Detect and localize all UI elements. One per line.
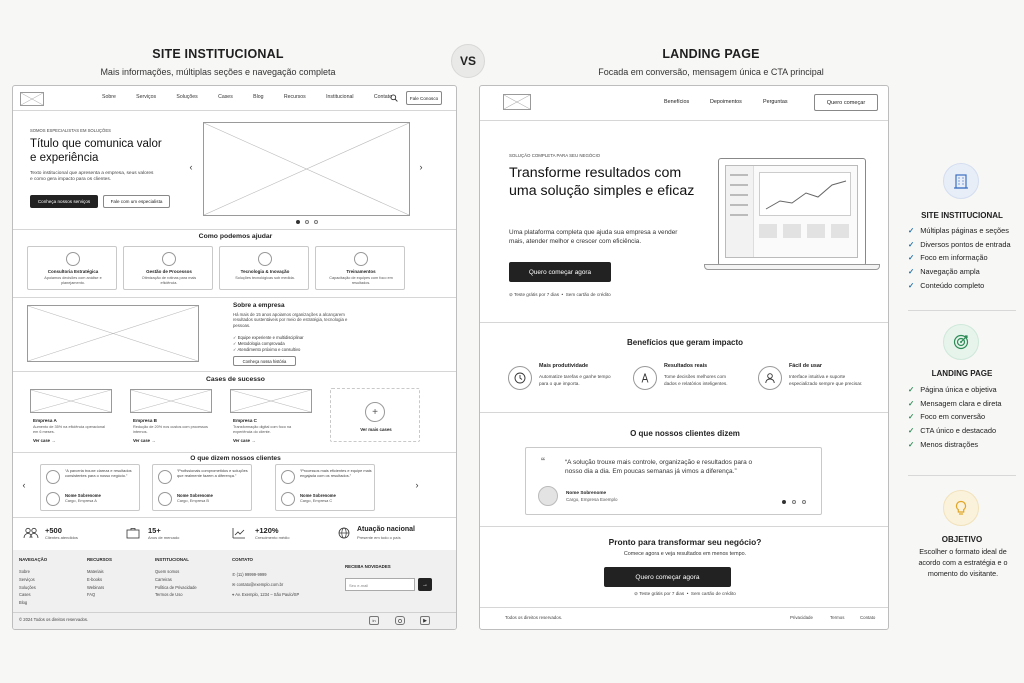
site-nav-solucoes[interactable]: Soluções bbox=[176, 94, 198, 100]
site-nav-cases[interactable]: Cases bbox=[218, 94, 233, 100]
service-name: Tecnologia & Inovação bbox=[240, 269, 290, 274]
no-card-note: Sem cartão de crédito bbox=[565, 292, 611, 297]
case-link[interactable]: Ver case → bbox=[133, 438, 156, 443]
vs-badge: VS bbox=[451, 44, 485, 78]
service-icon bbox=[258, 252, 272, 266]
footer-col-title: NAVEGAÇÃO bbox=[19, 557, 48, 562]
footer-link[interactable]: Carreiras bbox=[155, 576, 172, 582]
mail-icon: ✉ bbox=[232, 582, 237, 587]
landing-hero-cta-button[interactable]: Quero começar agora bbox=[509, 262, 611, 282]
check-icon: ✓ bbox=[908, 253, 915, 263]
testimonial-quote: “Processos mais eficientes e equipe mais engajada com os resultados.” bbox=[300, 468, 372, 478]
landing-nav-perguntas[interactable]: Perguntas bbox=[763, 99, 788, 105]
site-hero-eyebrow: SOMOS ESPECIALISTAS EM SOLUÇÕES bbox=[30, 128, 111, 133]
check-icon: ✓ bbox=[908, 267, 915, 277]
panel-landing-title: LANDING PAGE bbox=[931, 369, 993, 378]
footer-link-termos[interactable]: Termos bbox=[830, 615, 845, 620]
divider bbox=[480, 120, 889, 121]
landing-nav-beneficios[interactable]: Benefícios bbox=[664, 99, 690, 105]
chevron-left-icon[interactable]: ‹ bbox=[22, 480, 26, 490]
testimonial-role: Cargo, Empresa C bbox=[300, 498, 333, 503]
panel-divider bbox=[908, 310, 1016, 311]
avatar bbox=[281, 492, 295, 506]
divider bbox=[13, 297, 457, 298]
site-nav-blog[interactable]: Blog bbox=[253, 94, 264, 100]
user-icon bbox=[758, 366, 782, 390]
panel-landing-list bbox=[908, 383, 1002, 451]
carousel-dot[interactable] bbox=[792, 500, 796, 504]
check-icon: ✓ bbox=[908, 385, 915, 395]
check-icon: ✓ bbox=[908, 426, 915, 436]
check-circle-icon: ⊘ bbox=[509, 292, 515, 297]
panel-landing-item-text: Menos distrações bbox=[920, 439, 979, 449]
site-logo-placeholder bbox=[20, 92, 44, 106]
site-hero-primary-button[interactable]: Conheça nossos serviços bbox=[30, 195, 98, 208]
stat-value: +500 bbox=[45, 526, 62, 535]
footer-phone bbox=[232, 570, 299, 580]
carousel-dot[interactable] bbox=[305, 220, 309, 224]
check-icon: ✓ bbox=[908, 239, 915, 249]
phone-icon: ✆ bbox=[232, 572, 237, 577]
panel-site-item bbox=[908, 224, 1011, 238]
case-desc: Transformação digital com foco na experiência do cliente. bbox=[233, 425, 292, 434]
panel-landing-item bbox=[908, 410, 1002, 424]
site-copyright: © 2024 Todos os direitos reservados. bbox=[19, 617, 89, 622]
dashboard-card bbox=[831, 224, 849, 238]
newsletter-email-input[interactable]: Seu e-mail bbox=[345, 578, 415, 591]
avatar bbox=[158, 470, 172, 484]
footer-address bbox=[232, 590, 299, 600]
site-wireframe bbox=[12, 85, 457, 630]
benefit-desc: Tome decisões melhores com dados e relatórios inteligentes. bbox=[664, 374, 728, 386]
landing-nav-depoimentos[interactable]: Depoimentos bbox=[710, 99, 742, 105]
service-name: Gestão de Processos bbox=[146, 269, 192, 274]
site-nav-contato[interactable]: Contato bbox=[373, 94, 392, 100]
chevron-right-icon[interactable]: › bbox=[415, 480, 419, 490]
site-nav-servicos[interactable]: Serviços bbox=[136, 94, 157, 100]
divider bbox=[480, 322, 889, 323]
check-circle-icon: ⊘ bbox=[634, 591, 640, 596]
avatar bbox=[46, 470, 60, 484]
footer-link[interactable]: Materiais bbox=[87, 569, 104, 574]
chevron-left-icon[interactable]: ‹ bbox=[189, 162, 193, 172]
lightbulb-icon bbox=[943, 490, 979, 526]
about-bullet: ✓ Equipe experiente e multidisciplinar bbox=[233, 335, 304, 340]
service-desc: Capacitação de equipes com foco em resultados. bbox=[329, 276, 393, 285]
case-image-placeholder bbox=[130, 389, 212, 413]
service-icon bbox=[66, 252, 80, 266]
trial-note: Teste grátis por 7 dias bbox=[514, 292, 559, 297]
benefits-title: Benefícios que geram impacto bbox=[626, 338, 744, 347]
testimonial-quote: “Profissionais comprometidos e soluções que realmente fazem a diferença.” bbox=[177, 468, 248, 478]
laptop-base bbox=[704, 264, 880, 270]
panel-site-item-text: Navegação ampla bbox=[920, 267, 980, 277]
testimonial-card bbox=[275, 464, 375, 511]
about-bullet: ✓ Metodologia comprovada bbox=[233, 341, 285, 346]
footer-link-privacidade[interactable]: Privacidade bbox=[790, 615, 813, 620]
check-icon: ✓ bbox=[908, 280, 915, 290]
footer-link[interactable]: Termos de Uso bbox=[155, 592, 183, 598]
landing-testimonials-title: O que nossos clientes dizem bbox=[630, 429, 740, 438]
panel-landing-item bbox=[908, 383, 1002, 397]
newsletter-submit-button[interactable] bbox=[418, 578, 432, 591]
testimonial-card bbox=[40, 464, 140, 511]
clock-icon bbox=[508, 366, 532, 390]
footer-col-title: INSTITUCIONAL bbox=[155, 557, 189, 562]
panel-objective-title: OBJETIVO bbox=[941, 535, 983, 544]
site-hero-text: Texto institucional que apresenta a empresa, seus valores e como gera impacto para os clientes. bbox=[30, 171, 154, 182]
check-icon: ✓ bbox=[908, 398, 915, 408]
landing-testimonial-name: Nome Sobrenome bbox=[566, 490, 607, 495]
about-bullet-text: Atendimento próximo e consultivo bbox=[237, 347, 301, 352]
panel-landing-item-text: Foco em conversão bbox=[920, 412, 986, 422]
avatar bbox=[158, 492, 172, 506]
panel-site-item bbox=[908, 251, 1011, 265]
footer-phone-text: (11) 99999-9999 bbox=[236, 572, 267, 577]
linkedin-icon[interactable]: in bbox=[369, 616, 379, 625]
final-cta-notes: ⊘ Teste grátis por 7 dias • Sem cartão de crédito bbox=[634, 591, 736, 596]
landing-hero-eyebrow: SOLUÇÃO COMPLETA PARA SEU NEGÓCIO bbox=[509, 153, 601, 158]
site-heading-title: SITE INSTITUCIONAL bbox=[152, 47, 284, 61]
dashboard-card bbox=[807, 224, 825, 238]
more-cases-label: Ver mais cases bbox=[360, 427, 392, 432]
site-nav-sobre[interactable]: Sobre bbox=[102, 94, 116, 100]
divider bbox=[13, 229, 457, 230]
panel-landing-item-text: Página única e objetiva bbox=[920, 385, 997, 395]
case-image-placeholder bbox=[30, 389, 112, 413]
site-nav-institucional[interactable]: Institucional bbox=[326, 94, 354, 100]
panel-site-item bbox=[908, 238, 1011, 252]
stat-value: +120% bbox=[255, 526, 279, 535]
divider bbox=[13, 452, 457, 453]
check-icon: ✓ bbox=[908, 439, 915, 449]
panel-divider bbox=[908, 475, 1016, 476]
footer-link[interactable]: Webinars bbox=[87, 584, 105, 590]
site-heading-subtitle: Mais informações, múltiplas seções e navegação completa bbox=[100, 67, 336, 77]
divider bbox=[480, 412, 889, 413]
chart-icon bbox=[231, 526, 247, 540]
footer-col-title: CONTATO bbox=[232, 557, 253, 562]
service-card[interactable] bbox=[219, 246, 309, 290]
footer-link-contato[interactable]: Contato bbox=[860, 615, 876, 620]
arrow-right-icon: → bbox=[422, 581, 428, 588]
case-image-placeholder bbox=[230, 389, 312, 413]
footer-link[interactable]: Quem somos bbox=[155, 569, 180, 574]
footer-link[interactable]: FAQ bbox=[87, 592, 96, 598]
stat-label: Crescimento médio bbox=[255, 535, 290, 540]
no-card-note: Sem cartão de crédito bbox=[690, 591, 736, 596]
site-heading bbox=[40, 47, 396, 77]
about-title: Sobre a empresa bbox=[233, 302, 285, 309]
dashboard-chart bbox=[759, 172, 851, 216]
panel-landing-item-text: CTA único e destacado bbox=[920, 426, 997, 436]
testimonial-card bbox=[152, 464, 252, 511]
panel-landing-item bbox=[908, 397, 1002, 411]
stat-value: Atuação nacional bbox=[357, 526, 415, 533]
panel-site-item-text: Conteúdo completo bbox=[920, 280, 985, 290]
landing-wireframe bbox=[479, 85, 889, 630]
more-cases-card[interactable] bbox=[330, 388, 420, 442]
case-name: Empresa A bbox=[33, 418, 57, 423]
service-name: Consultoria Estratégica bbox=[47, 269, 99, 274]
site-services-title: Como podemos ajudar bbox=[198, 233, 273, 240]
about-button[interactable]: Conheça nossa história bbox=[233, 356, 296, 366]
building-icon bbox=[943, 163, 979, 199]
about-text: Há mais de 15 anos apoiamos organizações a alcançarem resultados sustentáveis por meio de estratégia, tecnologia e pessoas. bbox=[233, 312, 348, 328]
footer-address-text: Av. Exemplo, 1234 – São Paulo/SP bbox=[235, 592, 300, 597]
briefcase-icon bbox=[125, 526, 141, 540]
check-icon: ✓ bbox=[908, 226, 915, 236]
footer-link[interactable]: Política de Privacidade bbox=[155, 584, 197, 590]
case-link[interactable]: Ver case → bbox=[233, 438, 256, 443]
footer-link[interactable]: Serviços bbox=[19, 576, 35, 582]
target-icon bbox=[943, 324, 979, 360]
about-image-placeholder bbox=[27, 305, 199, 362]
case-desc: Aumento de 35% na eficiência operacional em 6 meses. bbox=[33, 425, 105, 434]
panel-site-item-text: Múltiplas páginas e seções bbox=[920, 226, 1009, 236]
testimonial-role: Cargo, Empresa B bbox=[177, 498, 210, 503]
service-desc: Otimização de rotinas para mais eficiência. bbox=[141, 276, 197, 285]
divider bbox=[480, 607, 889, 608]
final-cta-text: Comece agora e veja resultados em menos tempo. bbox=[623, 551, 747, 557]
quote-icon: “ bbox=[541, 455, 545, 469]
footer-link[interactable]: Sobre bbox=[19, 569, 30, 574]
panel-site-item-text: Diversos pontos de entrada bbox=[920, 239, 1011, 249]
panel-landing-item-text: Mensagem clara e direta bbox=[920, 398, 1002, 408]
footer-email-text: contato@exemplo.com.br bbox=[236, 582, 284, 587]
youtube-icon[interactable]: ▶ bbox=[420, 616, 430, 625]
instagram-icon[interactable] bbox=[395, 616, 405, 625]
dashboard-sidebar bbox=[726, 166, 754, 257]
carousel-dot[interactable] bbox=[296, 220, 300, 224]
testimonial-role: Cargo, Empresa A bbox=[65, 498, 97, 503]
avatar bbox=[46, 492, 60, 506]
site-hero-image-placeholder bbox=[203, 122, 410, 216]
footer-col-title: RECURSOS bbox=[87, 557, 112, 562]
panel-landing-item bbox=[908, 424, 1002, 438]
chevron-right-icon[interactable]: › bbox=[419, 162, 423, 172]
testimonial-quote: “A parceria trouxe clareza e resultados consistentes para o nosso negócio.” bbox=[65, 468, 132, 478]
service-name: Treinamentos bbox=[346, 269, 376, 274]
avatar bbox=[538, 486, 558, 506]
trial-note: Teste grátis por 7 dias bbox=[639, 591, 685, 596]
carousel-dot[interactable] bbox=[802, 500, 806, 504]
service-card[interactable] bbox=[315, 246, 405, 290]
benefit-desc: Automatize tarefas e ganhe tempo para o que importa. bbox=[539, 374, 611, 386]
laptop-mockup bbox=[718, 158, 866, 266]
site-hero-secondary-button[interactable]: Fale com um especialista bbox=[103, 195, 170, 208]
footer-email bbox=[232, 580, 299, 590]
footer-link[interactable]: E-books bbox=[87, 576, 103, 582]
testimonial-name: Nome Sobrenome bbox=[65, 493, 101, 498]
landing-logo-placeholder bbox=[503, 94, 531, 110]
pin-icon: ⌖ bbox=[232, 592, 236, 597]
service-card[interactable] bbox=[123, 246, 213, 290]
dashboard-card bbox=[759, 224, 777, 238]
divider bbox=[13, 612, 457, 613]
search-icon[interactable] bbox=[389, 92, 399, 104]
footer-contact-list bbox=[232, 570, 299, 600]
service-card[interactable] bbox=[27, 246, 117, 290]
dashboard-screen bbox=[725, 165, 858, 258]
landing-hero-notes: ⊘ Teste grátis por 7 dias • Sem cartão de crédito bbox=[509, 292, 611, 297]
panel-site-item bbox=[908, 278, 1011, 292]
stat-label: Clientes atendidos bbox=[45, 535, 78, 540]
divider bbox=[13, 371, 457, 372]
landing-heading-subtitle: Focada em conversão, mensagem única e CTA principal bbox=[598, 67, 824, 77]
users-icon bbox=[22, 526, 40, 540]
stat-label: Presente em todo o país bbox=[357, 535, 401, 540]
footer-col-list bbox=[87, 568, 104, 599]
panel-site-title: SITE INSTITUCIONAL bbox=[921, 211, 1003, 220]
footer-link[interactable]: Blog bbox=[19, 600, 28, 606]
testimonial-name: Nome Sobrenome bbox=[177, 493, 213, 498]
case-name: Empresa B bbox=[133, 418, 158, 423]
carousel-dot[interactable] bbox=[782, 500, 786, 504]
landing-heading bbox=[506, 47, 916, 77]
panel-objective-text: Escolher o formato ideal de acordo com a estratégia e o momento do visitante. bbox=[918, 547, 1008, 578]
testimonial-name: Nome Sobrenome bbox=[300, 493, 336, 498]
stat-value: 15+ bbox=[148, 526, 161, 535]
landing-copyright: Todos os direitos reservados. bbox=[505, 615, 563, 620]
divider bbox=[13, 517, 457, 518]
footer-col-list bbox=[19, 568, 36, 607]
panel-site-list bbox=[908, 224, 1011, 292]
divider bbox=[13, 110, 457, 111]
panel-landing-item bbox=[908, 437, 1002, 451]
footer-link[interactable]: Cases bbox=[19, 592, 31, 598]
landing-testimonial-role: Cargo, Empresa Exemplo bbox=[566, 497, 618, 502]
check-icon: ✓ bbox=[908, 412, 915, 422]
carousel-dot[interactable] bbox=[314, 220, 318, 224]
stat-label: Anos de mercado bbox=[148, 535, 180, 540]
site-hero-title: Título que comunica valor e experiência bbox=[30, 138, 162, 165]
final-cta-title: Pronto para transformar seu negócio? bbox=[608, 537, 762, 547]
globe-icon bbox=[337, 526, 351, 540]
footer-link[interactable]: Soluções bbox=[19, 584, 36, 590]
benefit-name: Mais produtividade bbox=[539, 363, 589, 369]
compass-icon bbox=[633, 366, 657, 390]
newsletter-title: RECEBA NOVIDADES bbox=[345, 564, 391, 569]
avatar bbox=[281, 470, 295, 484]
landing-hero-text: Uma plataforma completa que ajuda sua empresa a vender mais, atender melhor e crescer com eficiência. bbox=[509, 229, 678, 245]
service-icon bbox=[162, 252, 176, 266]
divider bbox=[480, 526, 889, 527]
service-desc: Soluções tecnológicas sob medida. bbox=[235, 276, 295, 280]
dashboard-card bbox=[783, 224, 801, 238]
benefit-name: Resultados reais bbox=[664, 363, 708, 369]
site-nav bbox=[102, 94, 392, 104]
cases-title: Cases de sucesso bbox=[206, 376, 265, 383]
final-cta-button[interactable]: Quero começar agora bbox=[604, 567, 731, 587]
benefit-name: Fácil de usar bbox=[789, 363, 822, 369]
landing-heading-title: LANDING PAGE bbox=[662, 47, 760, 61]
site-nav-recursos[interactable]: Recursos bbox=[283, 94, 306, 100]
case-desc: Redução de 20% nos custos com processos internos. bbox=[133, 425, 208, 434]
panel-site-item-text: Foco em informação bbox=[920, 253, 988, 263]
about-bullet-text: Equipe experiente e multidisciplinar bbox=[237, 335, 304, 340]
landing-testimonial-quote: “A solução trouxe mais controle, organização e resultados para o nosso dia a dia. Em poucas semanas já vimos a diferença.” bbox=[565, 459, 753, 476]
service-desc: Apoiamos decisões com análise e planejamento. bbox=[44, 276, 102, 285]
site-nav-contact-button[interactable]: Fale Conosco bbox=[406, 91, 442, 105]
landing-hero-title: Transforme resultados com uma solução simples e eficaz bbox=[509, 165, 695, 200]
case-link[interactable]: Ver case → bbox=[33, 438, 56, 443]
about-bullet-text: Metodologia comprovada bbox=[237, 341, 285, 346]
about-bullet: ✓ Atendimento próximo e consultivo bbox=[233, 347, 301, 352]
landing-testimonial-card bbox=[525, 447, 822, 515]
case-name: Empresa C bbox=[233, 418, 258, 423]
plus-icon: + bbox=[365, 402, 385, 422]
service-icon bbox=[354, 252, 368, 266]
site-testimonials-title: O que dizem nossos clientes bbox=[190, 455, 281, 462]
panel-site-item bbox=[908, 265, 1011, 279]
footer-col-list bbox=[155, 568, 197, 599]
landing-nav-cta-button[interactable]: Quero começar bbox=[814, 94, 878, 111]
benefit-desc: Interface intuitiva e suporte especializado sempre que precisar. bbox=[789, 374, 863, 386]
